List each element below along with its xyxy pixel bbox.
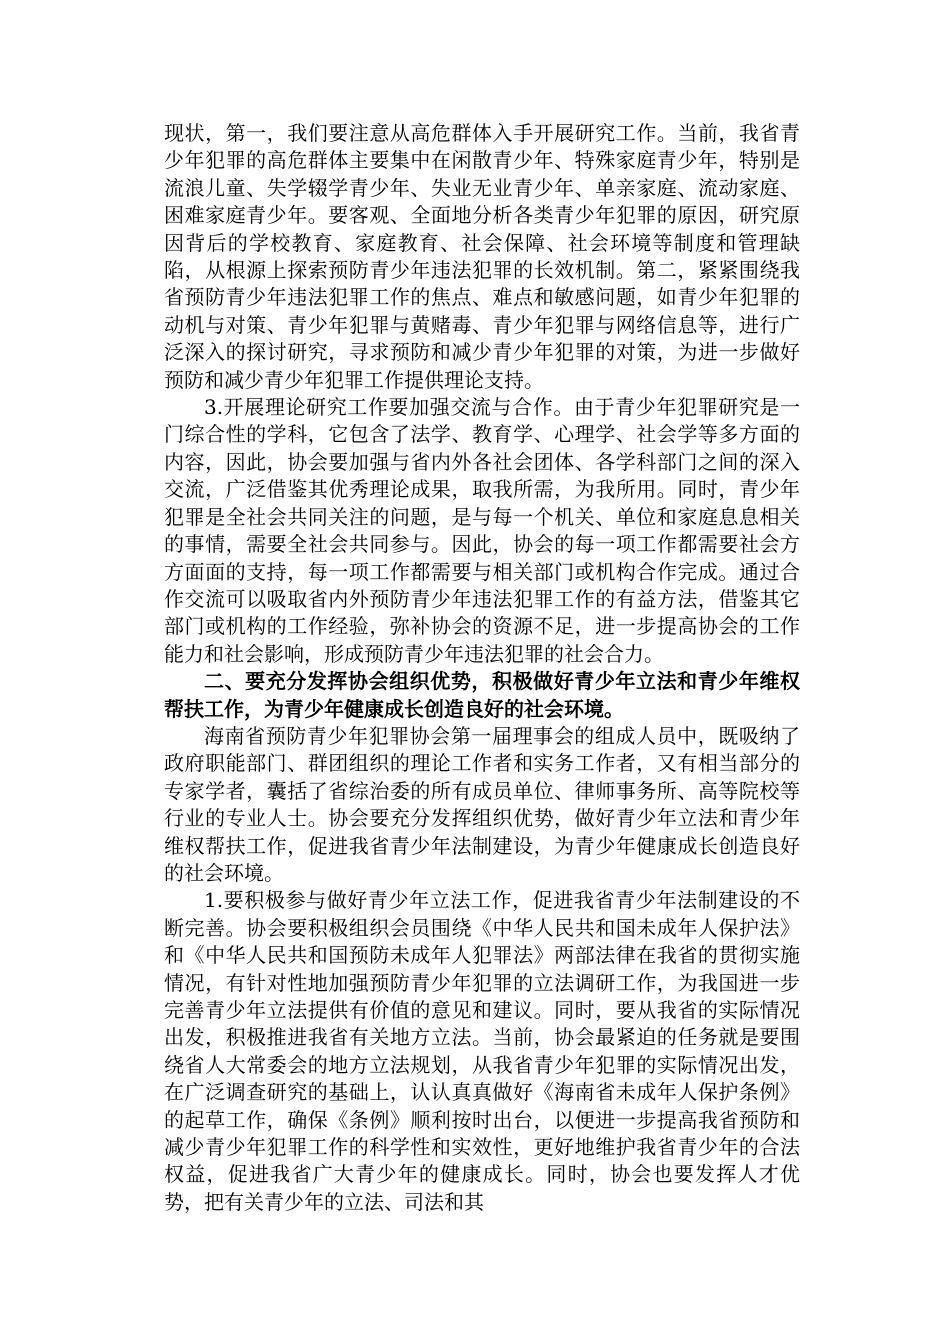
paragraph-legislation-work: 1.要积极参与做好青少年立法工作，促进我省青少年法制建设的不断完善。协会要积极组织会员围绕《中华人民共和国未成年人保护法》和《中华人民共和国预防未成年人犯罪法》两部法律在我省的贯彻实施情况，有针对性地加强预防青少年犯罪的立法调研工作，为我国进一步完善青少年立法提供有价值的意见和建议。同时，要从我省的实际情况出发，积极推进我省有关地方立法。当前，协会最紧迫的任务就是要围绕省人大常委会的地方立法规划，从我省青少年犯罪的实际情况出发，在广泛调查研究的基础上，认认真真做好《海南省未成年人保护条例》的起草工作，确保《条例》顺利按时出台，以便进一步提高我省预防和减少青少年犯罪工作的科学性和实效性，更好地维护我省青少年的合法权益，促进我省广大青少年的健康成长。同时，协会也要发挥人才优势，把有关青少年的立法、司法和其 <box>164 888 800 1214</box>
paragraph-research-status: 现状，第一，我们要注意从高危群体入手开展研究工作。当前，我省青少年犯罪的高危群体主要集中在闲散青少年、特殊家庭青少年，特别是流浪儿童、失学辍学青少年、失业无业青少年、单亲家庭、流动家庭、困难家庭青少年。要客观、全面地分析各类青少年犯罪的原因，研究原因背后的学校教育、家庭教育、社会保障、社会环境等制度和管理缺陷，从根源上探索预防青少年违法犯罪的长效机制。第二，紧紧围绕我省预防青少年违法犯罪工作的焦点、难点和敏感问题，如青少年犯罪的动机与对策、青少年犯罪与黄赌毒、青少年犯罪与网络信息等，进行广泛深入的探讨研究，寻求预防和减少青少年犯罪的对策，为进一步做好预防和减少青少年犯罪工作提供理论支持。 <box>164 121 800 392</box>
paragraph-association-composition: 海南省预防青少年犯罪协会第一届理事会的组成人员中，既吸纳了政府职能部门、群团组织的理论工作者和实务工作者，又有相当部分的专家学者，囊括了省综治委的所有成员单位、律师事务所、高等院校等行业的专业人士。协会要充分发挥组织优势，做好青少年立法和青少年维权帮扶工作，促进我省青少年法制建设，为青少年健康成长创造良好的社会环境。 <box>164 723 800 885</box>
paragraph-exchange-cooperation: 3.开展理论研究工作要加强交流与合作。由于青少年犯罪研究是一门综合性的学科，它包含了法学、教育学、心理学、社会学等多方面的内容，因此，协会要加强与省内外各社会团体、各学科部门之间的深入交流，广泛借鉴其优秀理论成果，取我所需，为我所用。同时，青少年犯罪是全社会共同关注的问题，是与每一个机关、单位和家庭息息相关的事情，需要全社会共同参与。因此，协会的每一项工作都需要社会方方面面的支持，每一项工作都需要与相关部门或机构合作完成。通过合作交流可以吸取省内外预防青少年违法犯罪工作的有益方法，借鉴其它部门或机构的工作经验，弥补协会的资源不足，进一步提高协会的工作能力和社会影响，形成预防青少年违法犯罪的社会合力。 <box>164 395 800 666</box>
document-page <box>164 120 800 1216</box>
section-heading-two: 二、要充分发挥协会组织优势，积极做好青少年立法和青少年维权帮扶工作，为青少年健康成长创造良好的社会环境。 <box>164 669 800 721</box>
